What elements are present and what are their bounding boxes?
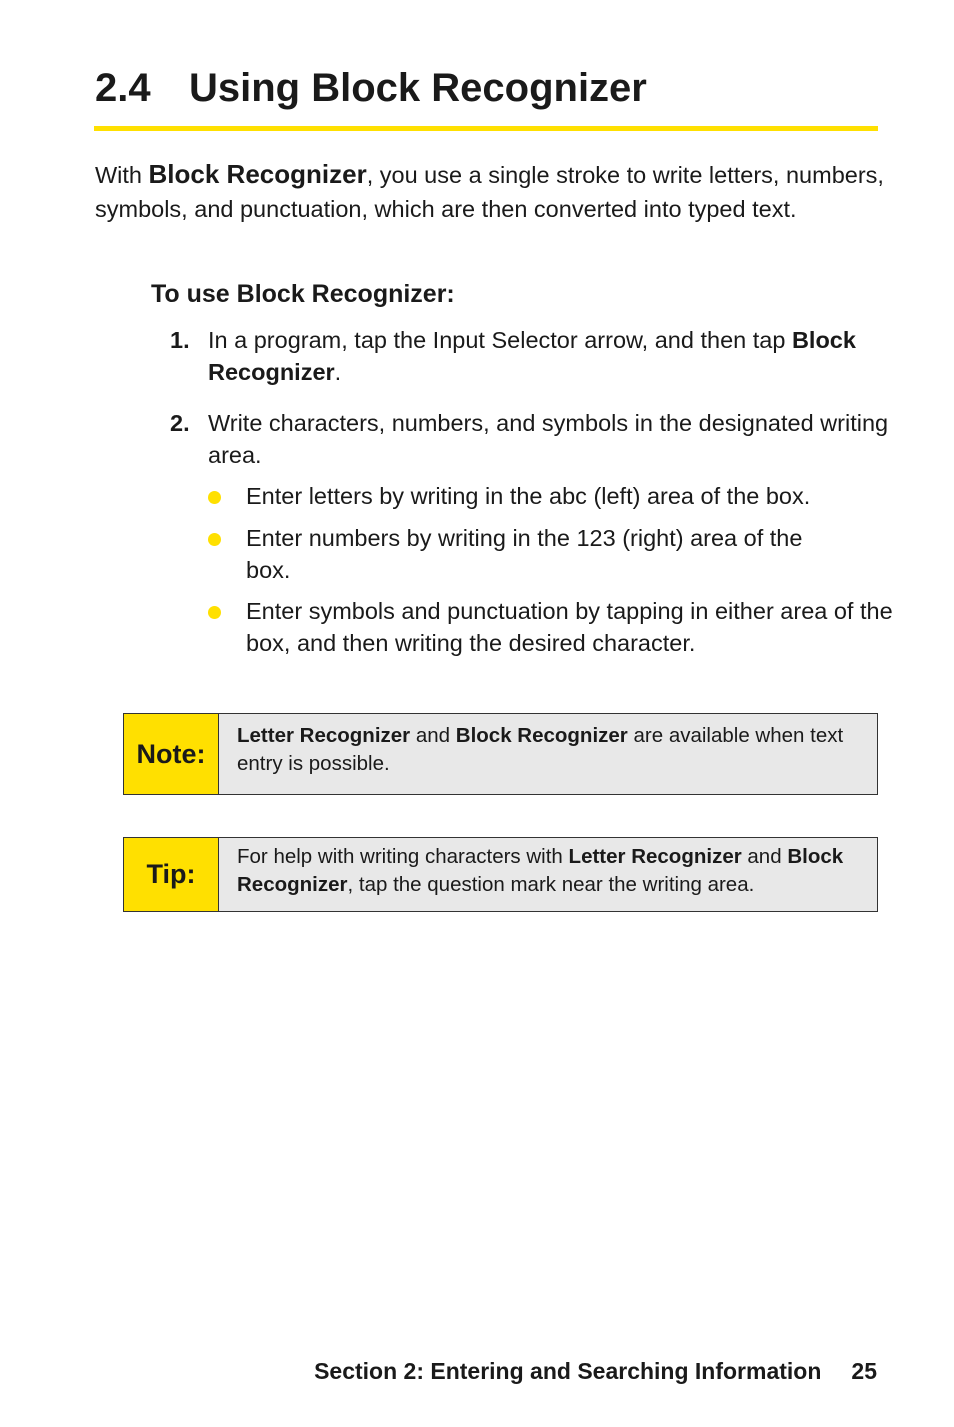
bullet-item [208, 480, 888, 512]
tip-body [219, 838, 877, 911]
page-footer [314, 1358, 877, 1385]
tip-bold-term: Letter Recognizer [568, 845, 742, 868]
intro-paragraph [95, 157, 885, 226]
tip-text: , tap the question mark near the writing area. [347, 873, 755, 896]
tip-label: Tip: [124, 838, 219, 911]
page-number: 25 [851, 1358, 877, 1384]
step-2 [170, 407, 890, 471]
step-number: 1. [170, 327, 190, 353]
tip-text: and [741, 845, 788, 868]
tip-text: For help with writing characters with [237, 845, 569, 868]
step-text: Write characters, numbers, and symbols in the designated writing area. [208, 410, 889, 468]
procedure-heading: To use Block Recognizer: [151, 280, 455, 308]
section-number: 2.4 [95, 66, 151, 110]
title-underline [94, 126, 878, 131]
intro-text-pre: With [95, 162, 149, 188]
step-1 [170, 324, 890, 388]
step-text-post: . [334, 359, 342, 385]
note-bold-term: Block Recognizer [455, 724, 628, 747]
note-label: Note: [124, 714, 219, 794]
tip-callout [123, 837, 878, 912]
bullet-item [208, 595, 898, 659]
bullet-dot-icon [208, 491, 221, 504]
note-body [219, 714, 877, 794]
intro-text-post: , you use a single stroke to write letters, numbers, symbols, and punctuation, which are then converted into typed text. [95, 162, 884, 222]
note-bold-term: Letter Recognizer [237, 724, 411, 747]
note-text: are available when text entry is possible. [237, 724, 844, 775]
bullet-text: Enter symbols and punctuation by tapping in either area of the box, and then writing the desired character. [246, 598, 893, 656]
footer-section-title: Section 2: Entering and Searching Information [314, 1358, 822, 1384]
tip-bold-term: Block Recognizer [237, 845, 844, 896]
page-title [95, 66, 647, 111]
step-text [208, 324, 890, 388]
section-title: Using Block Recognizer [189, 66, 647, 110]
intro-bold-term: Block Recognizer [148, 159, 367, 189]
bullet-dot-icon [208, 533, 221, 546]
note-callout [123, 713, 878, 795]
bullet-dot-icon [208, 606, 221, 619]
step-number: 2. [170, 410, 190, 436]
bullet-text: Enter letters by writing in the abc (left) area of the box. [246, 483, 811, 509]
bullet-text: Enter numbers by writing in the 123 (right) area of the box. [246, 525, 803, 583]
step-text-pre: In a program, tap the Input Selector arrow, and then tap [208, 327, 792, 353]
note-text: and [410, 724, 456, 747]
step-bold-term: Block Recognizer [208, 327, 856, 385]
bullet-item [208, 522, 828, 586]
